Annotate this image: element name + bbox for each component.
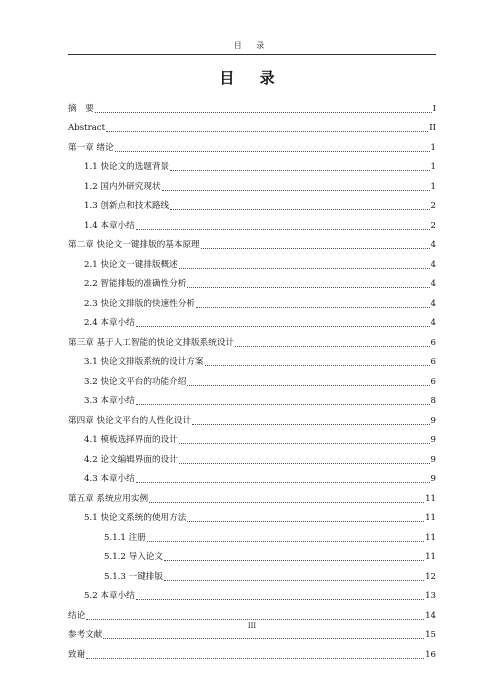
toc-entry-label: 5.1.2 导入论文 (104, 552, 163, 563)
dot-leader (136, 482, 430, 483)
toc-entry[interactable] (68, 486, 436, 506)
dot-leader (196, 307, 430, 308)
toc-entry-page: 8 (430, 396, 436, 407)
toc-entry-page: 9 (430, 474, 436, 485)
toc-entry-label: 5.1 快论文系统的使用方法 (84, 513, 187, 524)
toc-entry-page: 12 (425, 571, 436, 582)
dot-leader (136, 229, 430, 230)
toc-entry-page: 2 (430, 220, 436, 231)
toc-entry[interactable] (68, 447, 436, 467)
page-number: III (247, 622, 257, 630)
toc-entry-label: 4.2 论文编辑界面的设计 (84, 454, 178, 465)
toc-entry-label: 2.4 本章小结 (84, 318, 135, 329)
toc-entry-page: 14 (425, 610, 436, 621)
dot-leader (95, 112, 432, 113)
toc-entry[interactable] (68, 174, 436, 194)
toc-entry[interactable] (68, 506, 436, 526)
toc-entry-label: 4.3 本章小结 (84, 474, 135, 485)
toc-entry-label: 结论 (68, 610, 86, 621)
dot-leader (201, 248, 430, 249)
toc-entry[interactable] (68, 252, 436, 272)
toc-entry-page: 2 (430, 201, 436, 212)
dot-leader (170, 170, 429, 171)
dot-leader (103, 638, 424, 639)
dot-leader (136, 404, 430, 405)
toc-entry-page: 15 (425, 630, 436, 641)
toc-entry-label: 5.1.1 注册 (104, 532, 146, 543)
toc-entry-label: 第一章 绪论 (68, 142, 114, 153)
dot-leader (136, 326, 430, 327)
toc-entry[interactable] (68, 350, 436, 370)
toc-entry-label: 摘 要 (68, 103, 94, 114)
toc-entry[interactable] (68, 525, 436, 545)
toc-entry[interactable] (68, 116, 436, 136)
toc-entry[interactable] (68, 135, 436, 155)
toc-entry-page: 9 (430, 454, 436, 465)
dot-leader (136, 599, 424, 600)
toc-entry-label: 1.1 快论文的选题背景 (84, 162, 170, 173)
toc-entry[interactable] (68, 369, 436, 389)
dot-leader (187, 287, 429, 288)
dot-leader (179, 463, 430, 464)
toc-entry-page: 6 (430, 376, 436, 387)
toc-entry-page: 4 (430, 240, 436, 251)
toc-entry-page: 1 (430, 181, 436, 192)
toc-entry-label: 2.3 快论文排版的快速性分析 (84, 298, 195, 309)
toc-entry-page: 4 (430, 279, 436, 290)
toc-entry-label: 致谢 (68, 649, 86, 660)
toc-entry-label: 第二章 快论文一键排版的基本原理 (68, 240, 200, 251)
toc-entry-label: 第五章 系统应用实例 (68, 493, 149, 504)
toc-entry-page: 9 (430, 435, 436, 446)
table-of-contents (68, 96, 436, 662)
toc-entry-page: 1 (430, 142, 436, 153)
toc-entry-label: 5.2 本章小结 (84, 591, 135, 602)
toc-entry[interactable] (68, 642, 436, 662)
toc-entry-label: 4.1 模板选择界面的设计 (84, 435, 178, 446)
toc-entry-page: 1 (430, 162, 436, 173)
toc-entry-label: 3.1 快论文排版系统的设计方案 (84, 357, 204, 368)
toc-entry-page: 11 (425, 513, 436, 524)
toc-entry-label: 1.3 创新点和技术路线 (84, 201, 170, 212)
dot-leader (147, 541, 424, 542)
toc-entry[interactable] (68, 584, 436, 604)
toc-entry[interactable] (68, 272, 436, 292)
toc-entry[interactable] (68, 408, 436, 428)
toc-entry-page: 9 (430, 415, 436, 426)
toc-entry-page: 4 (430, 259, 436, 270)
toc-entry-label: 1.2 国内外研究现状 (84, 181, 161, 192)
dot-leader (115, 151, 430, 152)
toc-entry-label: 5.1.3 一键排版 (104, 571, 163, 582)
toc-entry-page: 4 (430, 298, 436, 309)
toc-entry-page: 11 (425, 532, 436, 543)
toc-entry-label: 2.1 快论文一键排版概述 (84, 259, 178, 270)
toc-entry[interactable] (68, 311, 436, 331)
dot-leader (187, 521, 424, 522)
toc-entry-page: II (429, 123, 436, 134)
toc-entry[interactable] (68, 291, 436, 311)
header-rule (68, 54, 436, 55)
toc-entry[interactable] (68, 564, 436, 584)
dot-leader (86, 619, 424, 620)
dot-leader (192, 424, 429, 425)
toc-entry-label: 第三章 基于人工智能的快论文排版系统设计 (68, 337, 235, 348)
toc-entry[interactable] (68, 96, 436, 116)
toc-entry-label: 参考文献 (68, 630, 103, 641)
dot-leader (205, 365, 430, 366)
dot-leader (187, 385, 429, 386)
toc-entry[interactable] (68, 330, 436, 350)
dot-leader (179, 268, 430, 269)
toc-entry[interactable] (68, 545, 436, 565)
toc-entry-label: 第四章 快论文平台的人性化设计 (68, 415, 192, 426)
dot-leader (170, 209, 429, 210)
toc-entry[interactable] (68, 155, 436, 175)
toc-entry-page: 11 (425, 552, 436, 563)
toc-entry[interactable] (68, 233, 436, 253)
toc-entry[interactable] (68, 389, 436, 409)
toc-entry[interactable] (68, 603, 436, 623)
toc-entry[interactable] (68, 213, 436, 233)
toc-entry-label: 3.3 本章小结 (84, 396, 135, 407)
toc-entry-page: 6 (430, 337, 436, 348)
dot-leader (162, 190, 430, 191)
dot-leader (164, 560, 424, 561)
page-title: 目 录 (219, 69, 285, 87)
toc-entry[interactable] (68, 194, 436, 214)
toc-entry-page: 16 (425, 649, 436, 660)
dot-leader (235, 346, 430, 347)
toc-entry-page: 6 (430, 357, 436, 368)
toc-entry-page: 4 (430, 318, 436, 329)
toc-entry[interactable] (68, 428, 436, 448)
toc-entry[interactable] (68, 467, 436, 487)
toc-entry-label: 1.4 本章小结 (84, 220, 135, 231)
dot-leader (164, 580, 424, 581)
toc-entry-page: I (432, 103, 436, 114)
dot-leader (179, 443, 430, 444)
toc-entry-label: 2.2 智能排版的准确性分析 (84, 279, 187, 290)
toc-entry-label: Abstract (68, 123, 106, 134)
toc-entry-label: 3.2 快论文平台的功能介绍 (84, 376, 187, 387)
dot-leader (86, 658, 424, 659)
toc-entry-page: 13 (425, 591, 436, 602)
dot-leader (106, 131, 428, 132)
running-header: 目 录 (233, 41, 271, 50)
dot-leader (149, 502, 424, 503)
toc-entry-page: 11 (425, 493, 436, 504)
